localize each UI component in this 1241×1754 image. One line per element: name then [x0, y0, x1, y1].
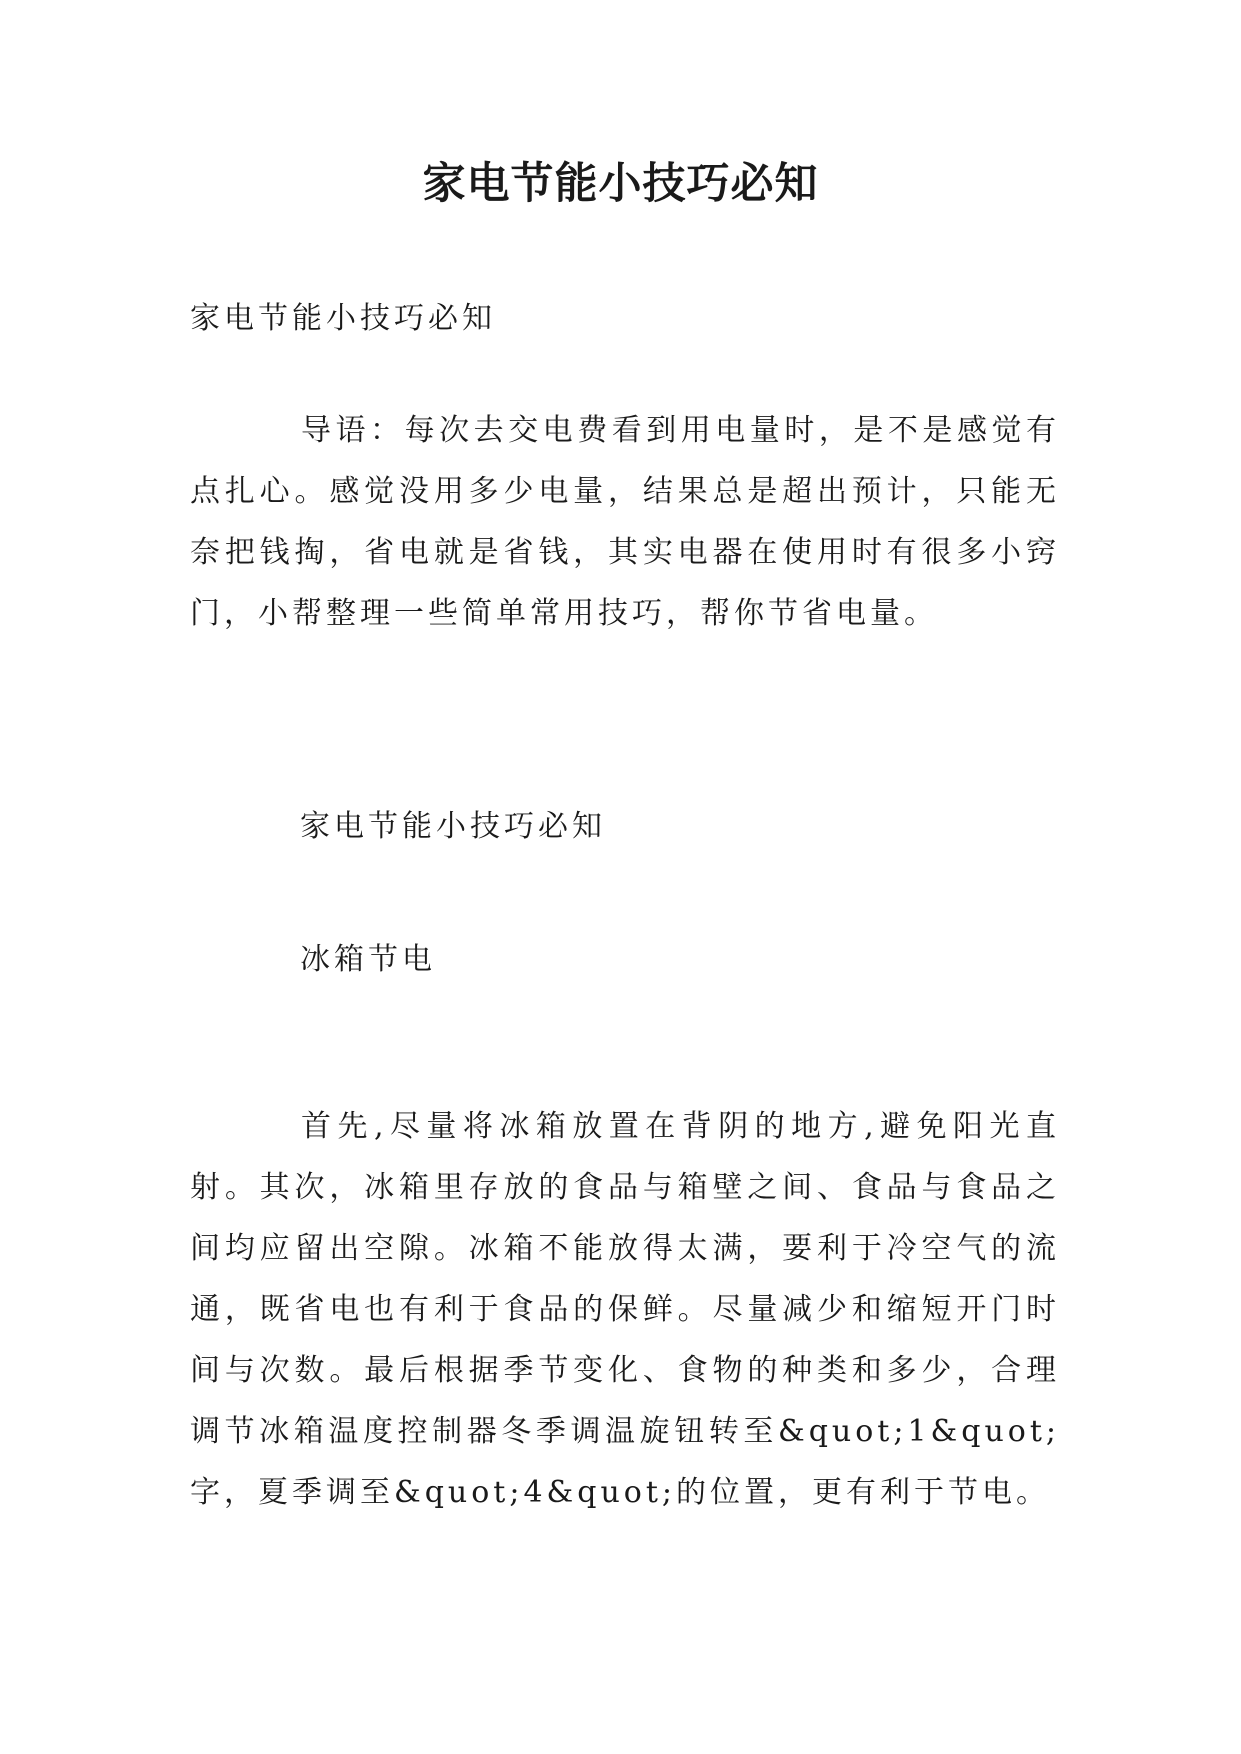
document-subtitle: 家电节能小技巧必知: [190, 301, 496, 336]
intro-paragraph: 导语：每次去交电费看到用电量时，是不是感觉有点扎心。感觉没用多少电量，结果总是超出预计，只能无奈把钱掏，省电就是省钱，其实电器在使用时有很多小窍门，小帮整理一些简单常用技巧，帮你节省电量。: [190, 413, 1060, 631]
document-title: 家电节能小技巧必知: [422, 159, 819, 209]
section-title-fridge: 冰箱节电: [300, 942, 436, 977]
secondary-heading: 家电节能小技巧必知: [300, 809, 606, 844]
fridge-paragraph: 首先,尽量将冰箱放置在背阴的地方,避免阳光直射。其次，冰箱里存放的食品与箱壁之间、食品与食品之间均应留出空隙。冰箱不能放得太满，要利于冷空气的流通，既省电也有利于食品的保鲜。尽量减少和缩短开门时间与次数。最后根据季节变化、食物的种类和多少，合理调节冰箱温度控制器冬季调温旋钮转至&quot;1&quot;字，夏季调至&quot;4&quot;的位置，更有利于节电。: [190, 1109, 1060, 1510]
